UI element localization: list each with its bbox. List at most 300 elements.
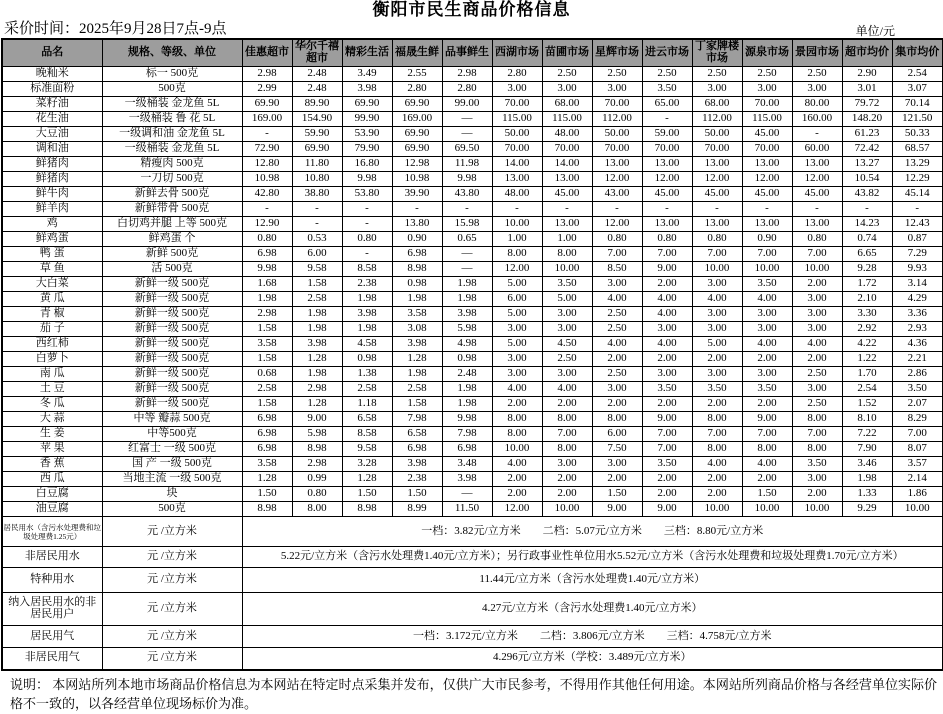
column-header-name: 品名	[2, 39, 102, 67]
price-cell: 3.50	[692, 382, 742, 397]
product-name-cell: 晚籼米	[2, 67, 102, 82]
price-cell: 12.00	[692, 172, 742, 187]
price-cell: 0.68	[242, 367, 292, 382]
utility-name-cell: 居民用气	[2, 626, 102, 648]
price-cell: 68.00	[542, 97, 592, 112]
price-cell: 1.98	[292, 307, 342, 322]
price-cell: 14.23	[842, 217, 892, 232]
price-cell: 3.50	[642, 82, 692, 97]
price-cell: 5.98	[442, 322, 492, 337]
price-cell: 13.27	[842, 157, 892, 172]
price-cell: 3.07	[892, 82, 943, 97]
product-name-cell: 青 椒	[2, 307, 102, 322]
table-row	[2, 172, 943, 187]
price-cell: -	[342, 202, 392, 217]
price-cell: —	[442, 487, 492, 502]
utility-name-cell: 居民用水（含污水处理费和垃圾处理费1.25元）	[2, 517, 102, 547]
price-cell: 5.00	[542, 292, 592, 307]
price-cell: 1.50	[342, 487, 392, 502]
price-cell: 1.98	[842, 472, 892, 487]
price-cell: 2.98	[242, 67, 292, 82]
price-cell: 14.00	[542, 157, 592, 172]
unit-label: 单位/元	[855, 24, 895, 38]
column-header-market-3: 精彩生活	[342, 39, 392, 67]
spec-cell: 新鲜一级 500克	[102, 277, 242, 292]
price-cell: 4.22	[842, 337, 892, 352]
price-cell: 12.98	[392, 157, 442, 172]
price-cell: 9.93	[892, 262, 943, 277]
price-cell: 39.90	[392, 187, 442, 202]
price-cell: 1.00	[492, 232, 542, 247]
price-cell: 2.21	[892, 352, 943, 367]
price-cell: 10.00	[742, 502, 792, 517]
price-cell: 7.22	[842, 427, 892, 442]
price-cell: 2.00	[542, 487, 592, 502]
price-cell: 45.00	[692, 187, 742, 202]
product-name-cell: 黄 瓜	[2, 292, 102, 307]
price-cell: 2.00	[542, 397, 592, 412]
spec-cell: 新鲜一级 500克	[102, 322, 242, 337]
table-row	[2, 67, 943, 82]
price-cell: 8.00	[692, 442, 742, 457]
price-cell: 69.90	[392, 127, 442, 142]
price-cell: 2.99	[242, 82, 292, 97]
price-cell: 69.90	[392, 97, 442, 112]
price-cell: 3.30	[842, 307, 892, 322]
price-cell: 43.80	[442, 187, 492, 202]
column-header-market-12: 景园市场	[792, 39, 842, 67]
price-cell: 10.00	[792, 502, 842, 517]
price-cell: 7.98	[442, 427, 492, 442]
price-cell: 115.00	[542, 112, 592, 127]
price-cell: 0.80	[642, 232, 692, 247]
price-cell: 2.00	[642, 277, 692, 292]
price-cell: 50.00	[592, 127, 642, 142]
product-name-cell: 草 鱼	[2, 262, 102, 277]
price-cell: —	[442, 112, 492, 127]
price-cell: 6.98	[242, 427, 292, 442]
price-cell: 2.38	[392, 472, 442, 487]
price-cell: 2.50	[742, 67, 792, 82]
price-cell: 69.90	[292, 142, 342, 157]
price-cell: 2.58	[292, 292, 342, 307]
price-cell: 50.00	[692, 127, 742, 142]
price-cell: -	[692, 202, 742, 217]
price-cell: 3.00	[792, 307, 842, 322]
price-cell: 3.98	[442, 472, 492, 487]
price-cell: 2.14	[892, 472, 943, 487]
price-cell: 12.43	[892, 217, 943, 232]
price-cell: 43.82	[842, 187, 892, 202]
table-row	[2, 337, 943, 352]
price-cell: 70.00	[592, 142, 642, 157]
product-name-cell: 鲜牛肉	[2, 187, 102, 202]
price-cell: 2.00	[642, 397, 692, 412]
spec-cell: 鲜鸡蛋 个	[102, 232, 242, 247]
table-row	[2, 367, 943, 382]
price-cell: 11.80	[292, 157, 342, 172]
price-cell: 3.00	[792, 472, 842, 487]
price-cell: 1.50	[592, 487, 642, 502]
price-cell: 3.00	[692, 82, 742, 97]
price-cell: 2.00	[792, 277, 842, 292]
table-row	[2, 307, 943, 322]
product-name-cell: 茄 子	[2, 322, 102, 337]
price-cell: 59.90	[292, 127, 342, 142]
product-name-cell: 鸡	[2, 217, 102, 232]
product-name-cell: 土 豆	[2, 382, 102, 397]
price-cell: -	[242, 202, 292, 217]
price-cell: 9.00	[642, 262, 692, 277]
spec-cell: 一级桶装 金龙鱼 5L	[102, 97, 242, 112]
price-cell: 3.98	[342, 82, 392, 97]
price-cell: 4.98	[442, 337, 492, 352]
spec-cell: 新鲜 500克	[102, 247, 242, 262]
price-cell: 3.00	[592, 277, 642, 292]
price-cell: 8.98	[342, 502, 392, 517]
price-cell: 48.00	[542, 127, 592, 142]
price-cell: 12.90	[242, 217, 292, 232]
spec-cell: 块	[102, 487, 242, 502]
price-cell: 7.00	[792, 247, 842, 262]
price-cell: 8.29	[892, 412, 943, 427]
price-cell: 1.28	[292, 397, 342, 412]
spec-cell: 活 500克	[102, 262, 242, 277]
utility-unit-cell: 元 /立方米	[102, 593, 242, 626]
price-cell: 45.00	[642, 187, 692, 202]
price-cell: 0.90	[742, 232, 792, 247]
price-cell: 13.00	[742, 217, 792, 232]
utility-price-cell: 4.27元/立方米（含污水处理费1.40元/立方米）	[242, 593, 943, 626]
price-cell: 80.00	[792, 97, 842, 112]
price-cell: 1.98	[442, 292, 492, 307]
utility-price-cell: 11.44元/立方米（含污水处理费1.40元/立方米）	[242, 568, 943, 593]
price-cell: -	[642, 202, 692, 217]
price-cell: 2.50	[542, 352, 592, 367]
price-cell: 4.00	[642, 337, 692, 352]
price-cell: 2.00	[692, 397, 742, 412]
price-cell: 1.50	[742, 487, 792, 502]
price-cell: 4.29	[892, 292, 943, 307]
price-cell: 3.98	[342, 307, 392, 322]
price-cell: 79.72	[842, 97, 892, 112]
price-cell: 8.98	[242, 502, 292, 517]
product-name-cell: 大白菜	[2, 277, 102, 292]
price-cell: 2.58	[242, 382, 292, 397]
price-cell: 3.00	[542, 457, 592, 472]
spec-cell: 中等 瓣蒜 500克	[102, 412, 242, 427]
spec-cell: 一级桶装 鲁 花 5L	[102, 112, 242, 127]
price-cell: 0.65	[442, 232, 492, 247]
price-cell: 3.00	[742, 322, 792, 337]
price-cell: 68.00	[692, 97, 742, 112]
product-name-cell: 标准面粉	[2, 82, 102, 97]
price-cell: 9.00	[642, 502, 692, 517]
price-cell: 3.00	[592, 382, 642, 397]
utility-unit-cell: 元 /立方米	[102, 517, 242, 547]
column-header-market-6: 西湖市场	[492, 39, 542, 67]
price-cell: 2.00	[692, 487, 742, 502]
price-cell: 4.00	[692, 457, 742, 472]
price-cell: 3.50	[792, 457, 842, 472]
price-cell: 9.28	[842, 262, 892, 277]
table-row	[2, 232, 943, 247]
price-cell: 1.00	[542, 232, 592, 247]
utility-row	[2, 547, 943, 568]
product-name-cell: 鸭 蛋	[2, 247, 102, 262]
price-cell: 3.00	[742, 367, 792, 382]
price-cell: 9.98	[242, 262, 292, 277]
price-cell: 2.55	[392, 67, 442, 82]
price-cell: 70.00	[742, 97, 792, 112]
spec-cell: 新鲜带骨 500克	[102, 202, 242, 217]
price-cell: 2.50	[592, 307, 642, 322]
price-cell: 2.80	[392, 82, 442, 97]
price-cell: 0.98	[342, 352, 392, 367]
price-cell: 3.46	[842, 457, 892, 472]
product-name-cell: 苹 果	[2, 442, 102, 457]
price-cell: 50.00	[492, 127, 542, 142]
price-cell: 12.00	[492, 262, 542, 277]
price-cell: 6.98	[392, 442, 442, 457]
price-cell: 4.00	[642, 307, 692, 322]
price-cell: 60.00	[792, 142, 842, 157]
price-cell: 3.58	[242, 457, 292, 472]
spec-cell: 500克	[102, 82, 242, 97]
utility-price-cell: 一档：3.172元/立方米 二档：3.806元/立方米 三档：4.758元/立方米	[242, 626, 943, 648]
price-cell: 2.50	[792, 367, 842, 382]
price-cell: 0.90	[392, 232, 442, 247]
price-cell: 2.98	[242, 307, 292, 322]
column-header-market-1: 佳惠超市	[242, 39, 292, 67]
price-cell: 2.98	[442, 67, 492, 82]
price-cell: —	[442, 127, 492, 142]
price-cell: 10.98	[392, 172, 442, 187]
price-cell: 4.36	[892, 337, 943, 352]
price-cell: 3.00	[492, 322, 542, 337]
price-cell: 2.98	[292, 382, 342, 397]
price-cell: 45.00	[742, 127, 792, 142]
table-row	[2, 472, 943, 487]
price-cell: 4.00	[692, 292, 742, 307]
price-cell: 4.50	[542, 337, 592, 352]
price-cell: 1.58	[292, 277, 342, 292]
spec-cell: 白切鸡并腿 上等 500克	[102, 217, 242, 232]
price-cell: 89.90	[292, 97, 342, 112]
price-cell: 3.98	[392, 457, 442, 472]
price-cell: 8.00	[492, 247, 542, 262]
table-row	[2, 157, 943, 172]
price-cell: 112.00	[592, 112, 642, 127]
column-header-market-4: 福晟生鲜	[392, 39, 442, 67]
price-cell: 2.00	[592, 397, 642, 412]
table-row	[2, 247, 943, 262]
price-cell: 3.00	[492, 367, 542, 382]
price-cell: 0.80	[692, 232, 742, 247]
price-cell: 8.00	[542, 442, 592, 457]
price-cell: 1.72	[842, 277, 892, 292]
price-cell: 0.74	[842, 232, 892, 247]
price-cell: 3.00	[742, 82, 792, 97]
spec-cell: 新鲜一级 500克	[102, 397, 242, 412]
price-cell: 3.01	[842, 82, 892, 97]
column-header-super-avg: 超市均价	[842, 39, 892, 67]
price-cell: 13.80	[392, 217, 442, 232]
price-cell: 2.00	[642, 487, 692, 502]
table-row	[2, 82, 943, 97]
price-cell: 1.98	[392, 367, 442, 382]
price-cell: 7.00	[592, 247, 642, 262]
price-cell: —	[442, 262, 492, 277]
price-cell: 10.00	[542, 262, 592, 277]
price-cell: 48.00	[492, 187, 542, 202]
price-cell: 70.00	[642, 142, 692, 157]
price-cell: 9.98	[442, 172, 492, 187]
price-cell: -	[442, 202, 492, 217]
column-header-market-11: 源泉市场	[742, 39, 792, 67]
price-cell: 3.00	[542, 82, 592, 97]
price-cell: 1.98	[442, 382, 492, 397]
table-row	[2, 202, 943, 217]
price-cell: 3.50	[742, 382, 792, 397]
price-cell: 70.14	[892, 97, 943, 112]
spec-cell: 新鲜一级 500克	[102, 367, 242, 382]
capture-time-label: 采价时间：2025年9月28日7点-9点	[4, 21, 227, 37]
price-cell: 6.98	[242, 247, 292, 262]
utility-price-cell: 5.22元/立方米（含污水处理费1.40元/立方米）；另行政事业性单位用水5.52元/立方米（含污水处理费和垃圾处理费1.70元/立方米）	[242, 547, 943, 568]
price-cell: 8.00	[792, 412, 842, 427]
table-row	[2, 277, 943, 292]
table-row	[2, 142, 943, 157]
utility-unit-cell: 元 /立方米	[102, 568, 242, 593]
price-cell: 1.98	[292, 322, 342, 337]
column-header-market-2: 华尔千禧超市	[292, 39, 342, 67]
price-cell: 8.00	[542, 247, 592, 262]
price-cell: 3.00	[792, 82, 842, 97]
price-table	[1, 38, 943, 671]
price-cell: 0.99	[292, 472, 342, 487]
price-cell: -	[242, 127, 292, 142]
price-cell: 2.07	[892, 397, 943, 412]
price-cell: 45.00	[742, 187, 792, 202]
price-cell: 13.00	[742, 157, 792, 172]
table-row	[2, 502, 943, 517]
price-cell: 45.00	[792, 187, 842, 202]
price-cell: 13.00	[692, 217, 742, 232]
utility-price-cell: 4.296元/立方米（学校：3.489元/立方米）	[242, 648, 943, 670]
price-cell: -	[792, 127, 842, 142]
price-cell: -	[792, 202, 842, 217]
table-row	[2, 457, 943, 472]
price-cell: 3.00	[542, 322, 592, 337]
price-cell: 6.98	[242, 412, 292, 427]
price-cell: 1.98	[442, 277, 492, 292]
price-cell: 6.65	[842, 247, 892, 262]
price-cell: 3.98	[392, 337, 442, 352]
column-header-market-avg: 集市均价	[892, 39, 943, 67]
price-cell: 1.58	[242, 352, 292, 367]
price-cell: 4.00	[542, 382, 592, 397]
price-cell: 2.00	[792, 487, 842, 502]
price-cell: 4.00	[492, 382, 542, 397]
table-row	[2, 397, 943, 412]
price-cell: 1.86	[892, 487, 943, 502]
spec-cell: 500克	[102, 502, 242, 517]
price-cell: -	[892, 202, 943, 217]
price-cell: 8.00	[292, 502, 342, 517]
price-cell: 3.50	[642, 382, 692, 397]
subheader-bar	[0, 18, 943, 38]
price-cell: 2.50	[542, 67, 592, 82]
price-cell: 2.00	[642, 352, 692, 367]
price-cell: 1.98	[342, 292, 392, 307]
price-cell: 68.57	[892, 142, 943, 157]
price-cell: 8.10	[842, 412, 892, 427]
price-cell: 8.58	[342, 262, 392, 277]
price-cell: 12.00	[792, 172, 842, 187]
price-cell: 0.80	[592, 232, 642, 247]
price-cell: 2.58	[342, 382, 392, 397]
price-cell: 2.00	[692, 352, 742, 367]
price-cell: 7.00	[692, 427, 742, 442]
price-cell: 1.18	[342, 397, 392, 412]
price-cell: 12.29	[892, 172, 943, 187]
price-cell: -	[642, 112, 692, 127]
product-name-cell: 南 瓜	[2, 367, 102, 382]
spec-cell: 中等500克	[102, 427, 242, 442]
price-cell: 65.00	[642, 97, 692, 112]
spec-cell: 一级桶装 金龙鱼 5L	[102, 142, 242, 157]
spec-cell: 国 产 一级 500克	[102, 457, 242, 472]
product-name-cell: 生 姜	[2, 427, 102, 442]
price-cell: 13.00	[642, 217, 692, 232]
table-row	[2, 322, 943, 337]
price-cell: 3.98	[292, 337, 342, 352]
price-cell: 1.68	[242, 277, 292, 292]
price-cell: 2.90	[842, 67, 892, 82]
price-cell: 70.00	[742, 142, 792, 157]
price-cell: 99.00	[442, 97, 492, 112]
price-cell: 1.22	[842, 352, 892, 367]
table-row	[2, 127, 943, 142]
price-cell: 5.00	[692, 337, 742, 352]
price-cell: 154.90	[292, 112, 342, 127]
price-cell: 2.86	[892, 367, 943, 382]
price-cell: 13.00	[792, 157, 842, 172]
price-cell: 13.00	[492, 172, 542, 187]
price-cell: 13.00	[642, 157, 692, 172]
price-cell: 4.00	[492, 457, 542, 472]
price-cell: 115.00	[492, 112, 542, 127]
price-cell: 6.00	[592, 427, 642, 442]
price-cell: 0.80	[792, 232, 842, 247]
price-cell: 8.58	[342, 427, 392, 442]
spec-cell: 新鲜一级 500克	[102, 307, 242, 322]
price-cell: -	[492, 202, 542, 217]
price-cell: 9.00	[642, 412, 692, 427]
price-cell: -	[342, 247, 392, 262]
price-cell: 2.00	[592, 472, 642, 487]
price-cell: 3.00	[542, 367, 592, 382]
price-cell: 7.00	[642, 247, 692, 262]
price-cell: 1.50	[392, 487, 442, 502]
price-cell: 9.29	[842, 502, 892, 517]
price-cell: 3.00	[792, 382, 842, 397]
price-cell: 2.48	[292, 67, 342, 82]
price-cell: 4.00	[742, 457, 792, 472]
table-row	[2, 187, 943, 202]
price-cell: 8.00	[542, 412, 592, 427]
